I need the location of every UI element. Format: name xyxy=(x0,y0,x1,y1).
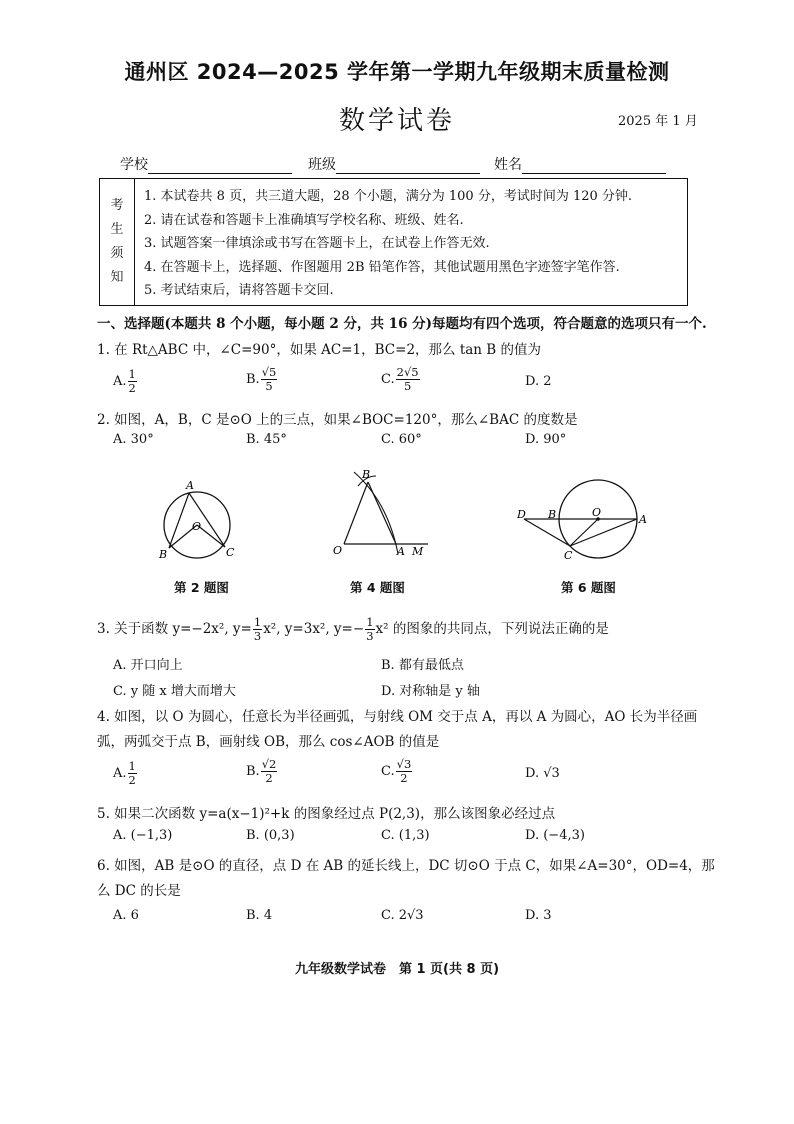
q5-option-c: C. (1,3) xyxy=(381,828,430,843)
question-5: 5. 如果二次函数 y=a(x−1)²+k 的图象经过点 P(2,3)，那么该图象必经过点 xyxy=(97,806,556,822)
fraction xyxy=(365,616,374,643)
label-o: O xyxy=(333,544,343,557)
tangent-dc xyxy=(524,519,570,546)
notice-label-char: 生 xyxy=(110,222,124,237)
label-c: C xyxy=(226,546,235,559)
figure-2-caption: 第 2 题图 xyxy=(174,580,229,595)
figure-2-diagram xyxy=(152,470,252,570)
question-6-line-1: 6. 如图，AB 是⊙O 的直径，点 D 在 AB 的延长线上，DC 切⊙O 于点 C，如果∠A=30°，OD=4，那 xyxy=(97,858,715,874)
q4-option-b xyxy=(246,758,278,785)
label-a: A xyxy=(397,545,405,558)
figure-4-diagram xyxy=(328,462,438,562)
q3-option-a: A. 开口向上 xyxy=(113,658,183,673)
fraction xyxy=(396,758,413,785)
exam-title: 通州区 2024—2025 学年第一学期九年级期末质量检测 xyxy=(124,60,670,84)
denominator: 2 xyxy=(400,771,408,785)
school-blank xyxy=(148,157,292,174)
question-1: 1. 在 Rt△ABC 中，∠C=90°，如果 AC=1，BC=2，那么 tan B 的值为 xyxy=(97,342,541,358)
numerator: 1 xyxy=(128,367,136,381)
notice-item: 2. 请在试卷和答题卡上准确填写学校名称、班级、姓名. xyxy=(144,212,464,228)
ray-ob xyxy=(344,482,368,544)
q2-option-c: C. 60° xyxy=(381,432,422,447)
segment-oc xyxy=(570,519,598,546)
label-d: D xyxy=(517,508,526,521)
question-3 xyxy=(97,616,609,643)
q3-text-mid: x², y=3x², y=− xyxy=(263,621,365,637)
denominator: 3 xyxy=(366,629,374,643)
notice-item: 4. 在答题卡上，选择题、作图题用 2B 铅笔作答，其他试题用黑色字迹签字笔作答. xyxy=(144,259,620,275)
school-label: 学校 xyxy=(120,157,148,173)
segment-ca xyxy=(570,519,637,546)
question-4-line-1: 4. 如图，以 O 为圆心，任意长为半径画弧，与射线 OM 交于点 A，再以 A 为圆心，AO 长为半径画 xyxy=(97,709,698,725)
notice-item: 3. 试题答案一律填涂或书写在答题卡上，在试卷上作答无效. xyxy=(144,236,490,251)
q2-option-d: D. 90° xyxy=(525,432,567,447)
label-c: C xyxy=(564,549,573,562)
q4-option-d: D. √3 xyxy=(525,766,560,781)
q3-text-prefix: 3. 关于函数 y=−2x², y= xyxy=(97,621,252,637)
figure-6-caption: 第 6 题图 xyxy=(561,580,616,595)
name-blank xyxy=(522,157,666,174)
school-field xyxy=(120,154,292,174)
fraction xyxy=(261,366,278,393)
q2-option-a: A. 30° xyxy=(113,432,154,447)
q5-option-b: B. (0,3) xyxy=(246,828,295,843)
q6-option-d: D. 3 xyxy=(525,908,552,923)
q3-option-d: D. 对称轴是 y 轴 xyxy=(381,684,480,699)
fraction xyxy=(128,760,137,787)
label-o: O xyxy=(592,506,602,519)
q6-option-b: B. 4 xyxy=(246,908,273,923)
option-label: A. xyxy=(113,766,127,781)
option-label: C. xyxy=(381,372,395,387)
option-label: B. xyxy=(246,764,260,779)
label-b: B xyxy=(548,508,557,521)
denominator: 3 xyxy=(253,629,262,643)
numerator: 1 xyxy=(128,759,136,773)
exam-date: 2025 年 1 月 xyxy=(618,114,698,129)
q4-option-c xyxy=(381,758,413,785)
notice-label xyxy=(100,179,135,305)
q1-option-d: D. 2 xyxy=(525,374,552,389)
option-label: A. xyxy=(113,374,127,389)
numerator: 1 xyxy=(253,615,262,629)
q4-option-a xyxy=(113,760,138,787)
label-m: M xyxy=(412,545,424,558)
fraction xyxy=(253,616,262,643)
numerator: √5 xyxy=(261,365,277,379)
denominator: 2 xyxy=(265,771,273,785)
notice-item: 5. 考试结束后，请将答题卡交回. xyxy=(144,283,334,298)
q5-option-d: D. (−4,3) xyxy=(525,828,585,843)
label-b: B xyxy=(159,548,168,561)
figure-4-caption: 第 4 题图 xyxy=(350,580,405,595)
page-subtitle: 数学试卷 xyxy=(338,106,455,136)
label-o: O xyxy=(192,520,202,533)
notice-label-char: 考 xyxy=(110,198,124,213)
label-a: A xyxy=(639,513,647,526)
section-heading: 一、选择题(本题共 8 个小题，每小题 2 分，共 16 分)每题均有四个选项，符合题意的选项只有一个. xyxy=(97,316,707,332)
option-label: B. xyxy=(246,372,260,387)
notice-label-char: 知 xyxy=(110,270,124,285)
question-4-line-2: 弧，两弧交于点 B，画射线 OB，那么 cos∠AOB 的值是 xyxy=(97,734,440,750)
fraction xyxy=(396,366,420,393)
q3-text-suffix: x² 的图象的共同点，下列说法正确的是 xyxy=(375,621,609,637)
fraction xyxy=(128,368,137,395)
name-field xyxy=(494,154,666,174)
class-field xyxy=(308,154,480,174)
notice-items xyxy=(144,185,632,303)
denominator: 5 xyxy=(265,379,273,393)
construction-arc xyxy=(354,472,398,554)
class-blank xyxy=(336,157,480,174)
numerator: √2 xyxy=(261,757,277,771)
denominator: 5 xyxy=(403,379,412,393)
class-label: 班级 xyxy=(308,157,336,173)
q6-option-c: C. 2√3 xyxy=(381,908,424,923)
numerator: 2√5 xyxy=(396,365,419,379)
denominator: 2 xyxy=(128,773,136,787)
question-2: 2. 如图，A，B，C 是⊙O 上的三点，如果∠BOC=120°，那么∠BAC 的度数是 xyxy=(97,412,578,428)
label-b: B xyxy=(362,468,371,481)
q1-option-c xyxy=(381,366,421,393)
notice-label-char: 须 xyxy=(110,246,124,261)
page-footer: 九年级数学试卷 第 1 页(共 8 页) xyxy=(294,962,500,977)
name-label: 姓名 xyxy=(494,157,522,173)
q1-option-a xyxy=(113,368,138,395)
q6-option-a: A. 6 xyxy=(113,908,139,923)
exam-notice-box xyxy=(99,178,688,306)
figure-6-diagram xyxy=(512,476,652,572)
numerator: 1 xyxy=(366,615,374,629)
segment-oc xyxy=(197,525,225,547)
q3-option-b: B. 都有最低点 xyxy=(381,658,464,673)
q3-option-c: C. y 随 x 增大而增大 xyxy=(113,684,236,699)
q1-option-b xyxy=(246,366,278,393)
notice-item: 1. 本试卷共 8 页，共三道大题，28 个小题，满分为 100 分，考试时间为 120 分钟. xyxy=(144,189,633,204)
option-label: C. xyxy=(381,764,395,779)
q5-option-a: A. (−1,3) xyxy=(113,828,173,843)
label-a: A xyxy=(186,479,194,492)
question-6-line-2: 么 DC 的长是 xyxy=(97,883,181,899)
fraction xyxy=(261,758,278,785)
q2-option-b: B. 45° xyxy=(246,432,287,447)
numerator: √3 xyxy=(396,757,412,771)
denominator: 2 xyxy=(128,381,136,395)
